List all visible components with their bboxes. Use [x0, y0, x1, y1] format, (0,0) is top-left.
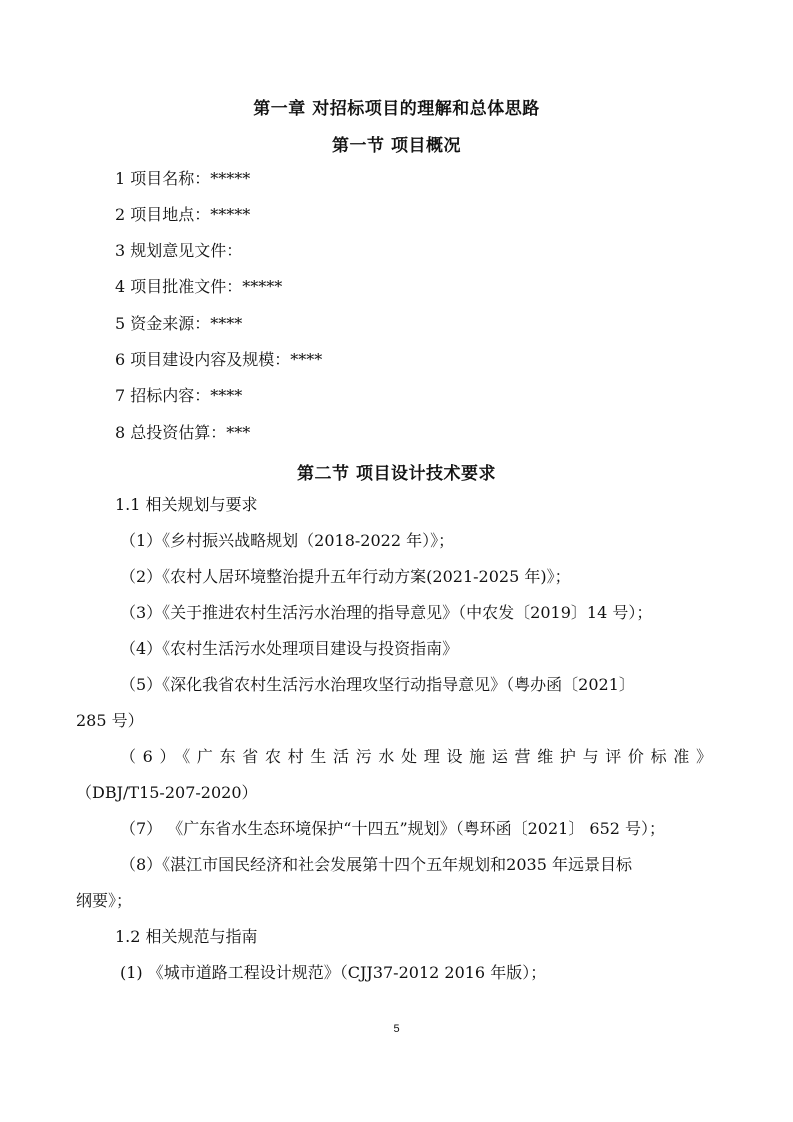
overview-item-planning: 3 规划意见文件：	[115, 241, 243, 260]
reference-item-7: （7） 《广东省水生态环境保护“十四五”规划》（粤环函〔2021〕 652 号）；	[120, 819, 666, 838]
overview-item-investment: 8 总投资估算：***	[115, 423, 251, 442]
reference-item-3: （3）《关于推进农村生活污水治理的指导意见》（中农发〔2019〕14 号）；	[120, 603, 653, 622]
reference-item-1: （1）《乡村振兴战略规划（2018-2022 年）》；	[120, 531, 455, 550]
section-title-requirements: 第二节 项目设计技术要求	[297, 464, 496, 484]
overview-item-funding: 5 资金来源：****	[115, 314, 243, 333]
overview-item-approval: 4 项目批准文件：*****	[115, 277, 283, 296]
overview-item-location: 2 项目地点：*****	[115, 205, 251, 224]
subsection-title-standards: 1.2 相关规范与指南	[115, 927, 258, 946]
overview-item-name: 1 项目名称：*****	[115, 169, 251, 188]
standard-item-1: (1) 《城市道路工程设计规范》（CJJ37-2012 2016 年版）；	[120, 963, 547, 982]
reference-item-5: （5）《深化我省农村生活污水治理攻坚行动指导意见》（粤办函〔2021〕	[120, 675, 635, 694]
reference-item-6: （6）《广东省农村生活污水处理设施运营维护与评价标准》	[120, 747, 714, 766]
overview-item-scope: 6 项目建设内容及规模：****	[115, 350, 323, 369]
reference-item-8-continued: 纲要》；	[76, 891, 133, 910]
reference-item-2: （2）《农村人居环境整治提升五年行动方案(2021-2025 年)》；	[120, 567, 571, 586]
reference-item-4: （4）《农村生活污水处理项目建设与投资指南》	[120, 639, 459, 658]
section-title-overview: 第一节 项目概况	[332, 136, 461, 156]
page-number: 5	[393, 1023, 400, 1035]
reference-item-5-continued: 285 号）	[76, 711, 144, 730]
reference-item-8: （8）《湛江市国民经济和社会发展第十四个五年规划和2035 年远景目标	[120, 855, 632, 874]
reference-item-6-continued: （DBJ/T15-207-2020）	[76, 783, 258, 802]
overview-item-tender: 7 招标内容：****	[115, 386, 243, 405]
subsection-title-planning: 1.1 相关规划与要求	[115, 495, 258, 514]
chapter-title: 第一章 对招标项目的理解和总体思路	[253, 99, 540, 119]
